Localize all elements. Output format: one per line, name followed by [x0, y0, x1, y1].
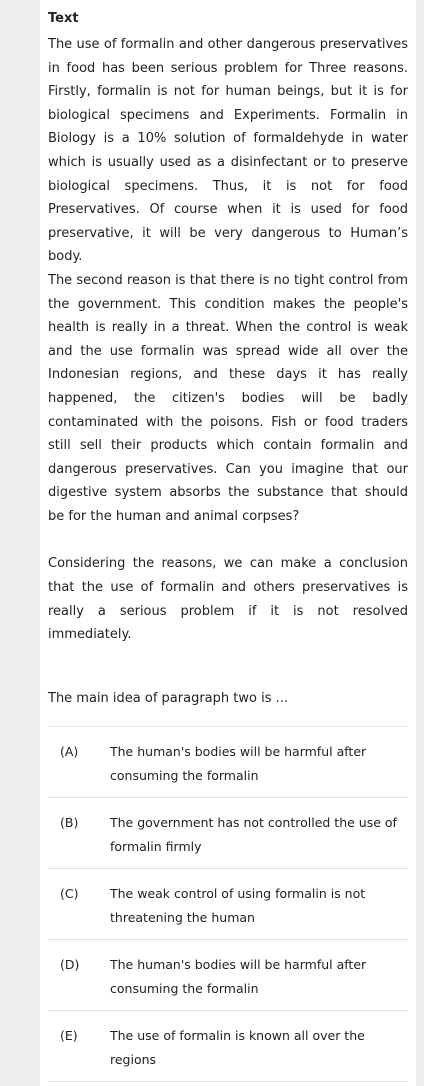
option-text: The human's bodies will be harmful after consuming the formalin [110, 743, 367, 783]
question-prompt: The main idea of paragraph two is ... [48, 690, 288, 706]
paragraph-three: Considering the reasons, we can make a conclusion that the use of formalin and others preservatives is really a serious problem if it is not resolved immediately. [48, 556, 408, 643]
answer-options [48, 726, 408, 1082]
option-text: The government has not controlled the use of formalin firmly [110, 814, 397, 854]
option-letter: (C) [60, 885, 79, 901]
option-e[interactable] [48, 1011, 408, 1082]
option-text: The use of formalin is known all over the regions [110, 1027, 365, 1067]
paragraph-one: The use of formalin and other dangerous preservatives in food has been serious problem for Three reasons. Firstly, formalin is not for human beings, but it is for biological specimens and Experiments. Formalin in Biology is a 10% solution of formaldehyde in water which is usually used as a disinfectant or to preserve biological specimens. Thus, it is not for food Preservatives. Of course when it is used for food preservative, it will be very dangerous to Human’s body. [48, 37, 408, 265]
option-c[interactable] [48, 869, 408, 940]
option-letter: (E) [60, 1027, 78, 1043]
option-text: The weak control of using formalin is not threatening the human [110, 885, 366, 925]
option-letter: (B) [60, 814, 79, 830]
option-text: The human's bodies will be harmful after consuming the formalin [110, 956, 367, 996]
option-letter: (D) [60, 956, 80, 972]
option-d[interactable] [48, 940, 408, 1011]
question-card [40, 0, 416, 1086]
option-a[interactable] [48, 727, 408, 798]
option-letter: (A) [60, 743, 79, 759]
paragraph-two: The second reason is that there is no tight control from the government. This condition makes the people's health is really in a threat. When the control is weak and the use formalin was spread wide all over the Indonesian regions, and these days it has really happened, the citizen's bodies will be badly contaminated with the poisons. Fish or food traders still sell their products which contain formalin and dangerous preservatives. Can you imagine that our digestive system absorbs the substance that should be for the human and animal corpses? [48, 272, 408, 524]
option-b[interactable] [48, 798, 408, 869]
text-heading: Text [48, 11, 79, 26]
